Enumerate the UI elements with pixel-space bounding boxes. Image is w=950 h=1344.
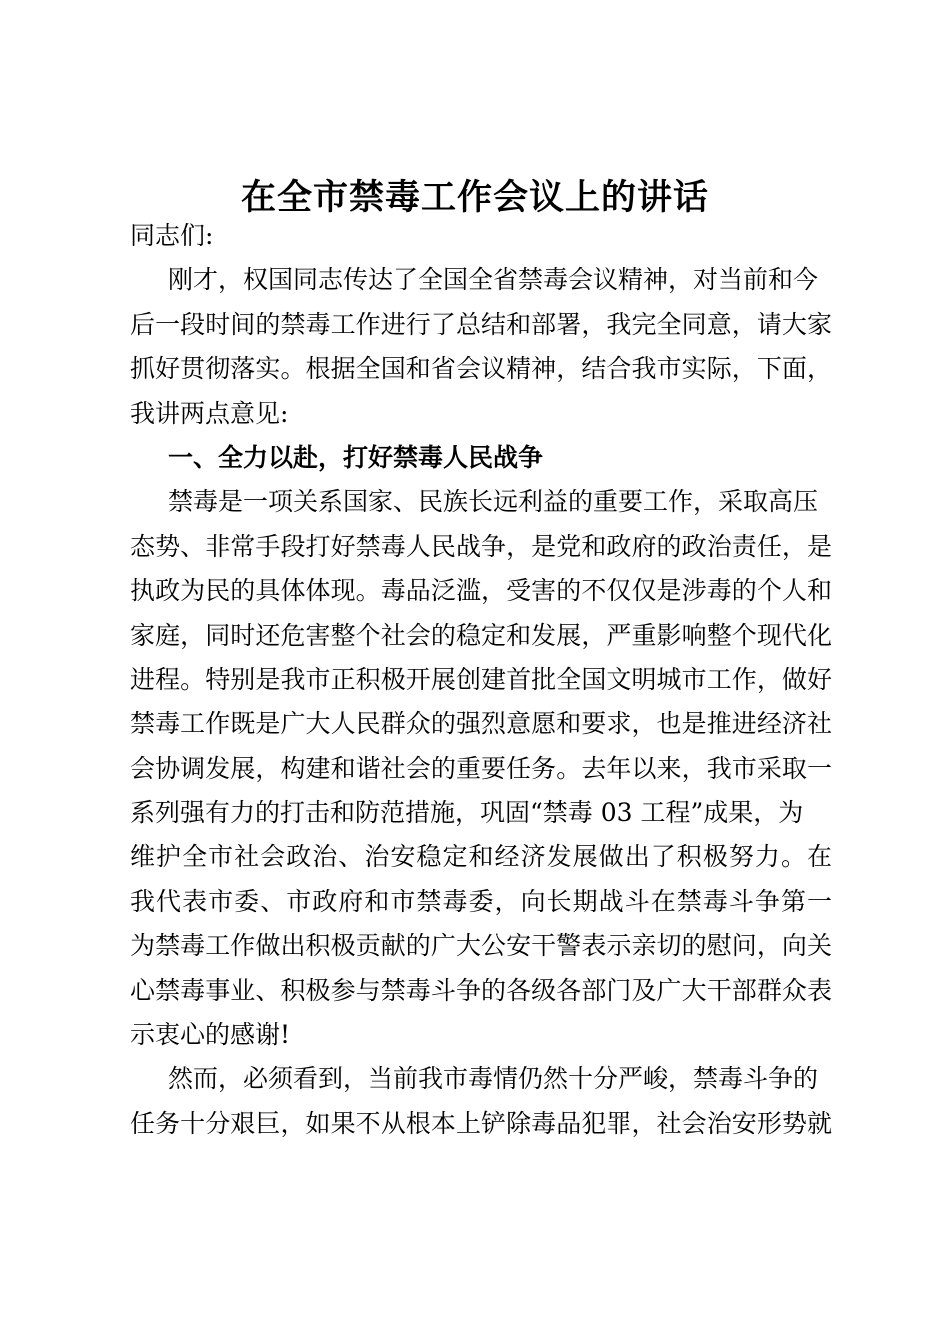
paragraph-line: 维护全市社会政治、治安稳定和经济发展做出了积极努力。在 <box>130 842 832 872</box>
paragraph-line: 后一段时间的禁毒工作进行了总结和部署，我完全同意，请大家 <box>130 309 832 339</box>
paragraph-line: 态势、非常手段打好禁毒人民战争，是党和政府的政治责任，是 <box>130 531 832 561</box>
section-heading: 一、全力以赴，打好禁毒人民战争 <box>168 442 544 472</box>
paragraph-line: 刚才，权国同志传达了全国全省禁毒会议精神，对当前和今 <box>168 265 819 295</box>
paragraph-line: 然而，必须看到，当前我市毒情仍然十分严峻，禁毒斗争的 <box>168 1064 819 1094</box>
paragraph-line: 会协调发展，构建和谐社会的重要任务。去年以来，我市采取一 <box>130 753 832 783</box>
paragraph-line: 我代表市委、市政府和市禁毒委，向长期战斗在禁毒斗争第一 <box>130 886 832 916</box>
paragraph-line: 抓好贯彻落实。根据全国和省会议精神，结合我市实际，下面， <box>130 354 832 384</box>
paragraph-line: 示衷心的感谢! <box>130 1020 291 1050</box>
paragraph-line: 为禁毒工作做出积极贡献的广大公安干警表示亲切的慰问，向关 <box>130 931 832 961</box>
paragraph-line: 心禁毒事业、积极参与禁毒斗争的各级各部门及广大干部群众表 <box>130 975 832 1005</box>
paragraph-line: 任务十分艰巨，如果不从根本上铲除毒品犯罪，社会治安形势就 <box>130 1108 832 1138</box>
paragraph-line: 禁毒是一项关系国家、民族长远利益的重要工作，采取高压 <box>168 487 819 517</box>
paragraph-line: 执政为民的具体体现。毒品泛滥，受害的不仅仅是涉毒的个人和 <box>130 576 832 606</box>
salutation: 同志们: <box>130 221 214 250</box>
document-body <box>130 214 832 1146</box>
document-title: 在全市禁毒工作会议上的讲话 <box>240 178 709 218</box>
paragraph-line: 系列强有力的打击和防范措施，巩固“禁毒 03 工程”成果，为 <box>130 798 804 828</box>
paragraph-line: 我讲两点意见: <box>130 398 289 428</box>
paragraph-line: 家庭，同时还危害整个社会的稳定和发展，严重影响整个现代化 <box>130 620 832 650</box>
paragraph-line: 进程。特别是我市正积极开展创建首批全国文明城市工作，做好 <box>130 664 832 694</box>
paragraph-line: 禁毒工作既是广大人民群众的强烈意愿和要求，也是推进经济社 <box>130 709 832 739</box>
